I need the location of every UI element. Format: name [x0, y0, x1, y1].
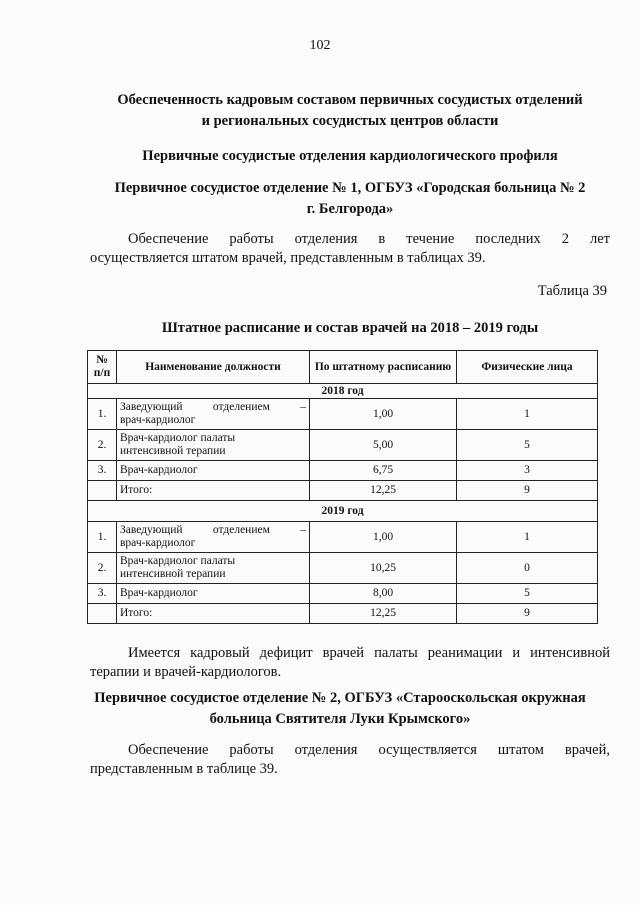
row-number: [88, 604, 117, 624]
persons-cell: 5: [457, 584, 598, 604]
row-number: 1.: [88, 399, 117, 430]
paragraph-3: [90, 741, 610, 779]
year-label-2019: 2019 год: [88, 501, 598, 522]
total-row: [88, 604, 598, 624]
staff-table: [87, 350, 598, 624]
paragraph-3-line2: представленным в таблице 39.: [90, 761, 278, 777]
table-row: [88, 522, 598, 553]
header-number: № п/п: [88, 351, 117, 384]
department1-heading-line1: Первичное сосудистое отделение № 1, ОГБУЗ «Городская больница № 2: [114, 180, 586, 196]
table-label: Таблица 39: [537, 283, 607, 299]
staff-cell: 1,00: [310, 522, 457, 553]
position-cell: Врач-кардиолог: [117, 584, 310, 604]
position-line: Заведующий отделением –: [120, 524, 306, 536]
paragraph-1: [90, 230, 610, 268]
persons-cell: 0: [457, 553, 598, 584]
paragraph-1-line2: осуществляется штатом врачей, представленным в таблицах 39.: [90, 250, 486, 266]
total-label: Итого:: [117, 481, 310, 501]
header-staff: По штатному расписанию: [310, 351, 457, 384]
department2-heading: [40, 688, 640, 730]
position-line: врач-кардиолог: [120, 414, 196, 426]
year-label-2018: 2018 год: [88, 384, 598, 399]
staff-cell: 10,25: [310, 553, 457, 584]
page-number: 102: [309, 38, 331, 53]
section-heading: [60, 90, 640, 132]
row-number: 3.: [88, 461, 117, 481]
total-row: [88, 481, 598, 501]
staff-cell: 1,00: [310, 399, 457, 430]
paragraph-1-line1: Обеспечение работы отделения в течение последних 2 лет: [128, 231, 610, 247]
staff-cell: 6,75: [310, 461, 457, 481]
department2-heading-line1: Первичное сосудистое отделение № 2, ОГБУЗ «Старооскольская окружная: [94, 690, 586, 706]
total-label: Итого:: [117, 604, 310, 624]
staff-cell: 5,00: [310, 430, 457, 461]
position-cell: [117, 553, 310, 584]
position-line: Врач-кардиолог палаты: [120, 432, 236, 444]
table-row: [88, 553, 598, 584]
position-cell: [117, 399, 310, 430]
position-cell: Врач-кардиолог: [117, 461, 310, 481]
staff-cell: 8,00: [310, 584, 457, 604]
position-cell: [117, 522, 310, 553]
persons-cell: 9: [457, 604, 598, 624]
persons-cell: 5: [457, 430, 598, 461]
position-line: Врач-кардиолог палаты: [120, 555, 236, 567]
department1-heading: [60, 178, 640, 220]
paragraph-2-line2: терапии и врачей-кардиологов.: [90, 664, 282, 680]
position-line: интенсивной терапии: [120, 445, 226, 457]
paragraph-3-line1: Обеспечение работы отделения осуществляется штатом врачей,: [128, 742, 610, 758]
persons-cell: 3: [457, 461, 598, 481]
year-row-2018: [88, 384, 598, 399]
header-position: Наименование должности: [117, 351, 310, 384]
row-number: 2.: [88, 430, 117, 461]
table-row: [88, 584, 598, 604]
position-line: врач-кардиолог: [120, 537, 196, 549]
paragraph-2: [90, 644, 610, 682]
subsection-heading: Первичные сосудистые отделения кардиологического профиля: [142, 148, 558, 164]
row-number: 1.: [88, 522, 117, 553]
year-row-2019: [88, 501, 598, 522]
row-number: 2.: [88, 553, 117, 584]
table-row: [88, 399, 598, 430]
row-number: 3.: [88, 584, 117, 604]
position-line: Заведующий отделением –: [120, 401, 306, 413]
persons-cell: 1: [457, 522, 598, 553]
table-title: Штатное расписание и состав врачей на 2018 – 2019 годы: [161, 320, 539, 336]
department1-heading-line2: г. Белгорода»: [306, 201, 394, 217]
position-line: интенсивной терапии: [120, 568, 226, 580]
staff-cell: 12,25: [310, 604, 457, 624]
row-number: [88, 481, 117, 501]
section-heading-line1: Обеспеченность кадровым составом первичных сосудистых отделений: [117, 92, 583, 108]
persons-cell: 1: [457, 399, 598, 430]
header-persons: Физические лица: [457, 351, 598, 384]
table-row: [88, 461, 598, 481]
position-cell: [117, 430, 310, 461]
persons-cell: 9: [457, 481, 598, 501]
table-header-row: [88, 351, 598, 384]
paragraph-2-line1: Имеется кадровый дефицит врачей палаты реанимации и интенсивной: [128, 645, 610, 661]
staff-cell: 12,25: [310, 481, 457, 501]
table-row: [88, 430, 598, 461]
department2-heading-line2: больница Святителя Луки Крымского»: [209, 711, 471, 727]
section-heading-line2: и региональных сосудистых центров области: [201, 113, 499, 129]
